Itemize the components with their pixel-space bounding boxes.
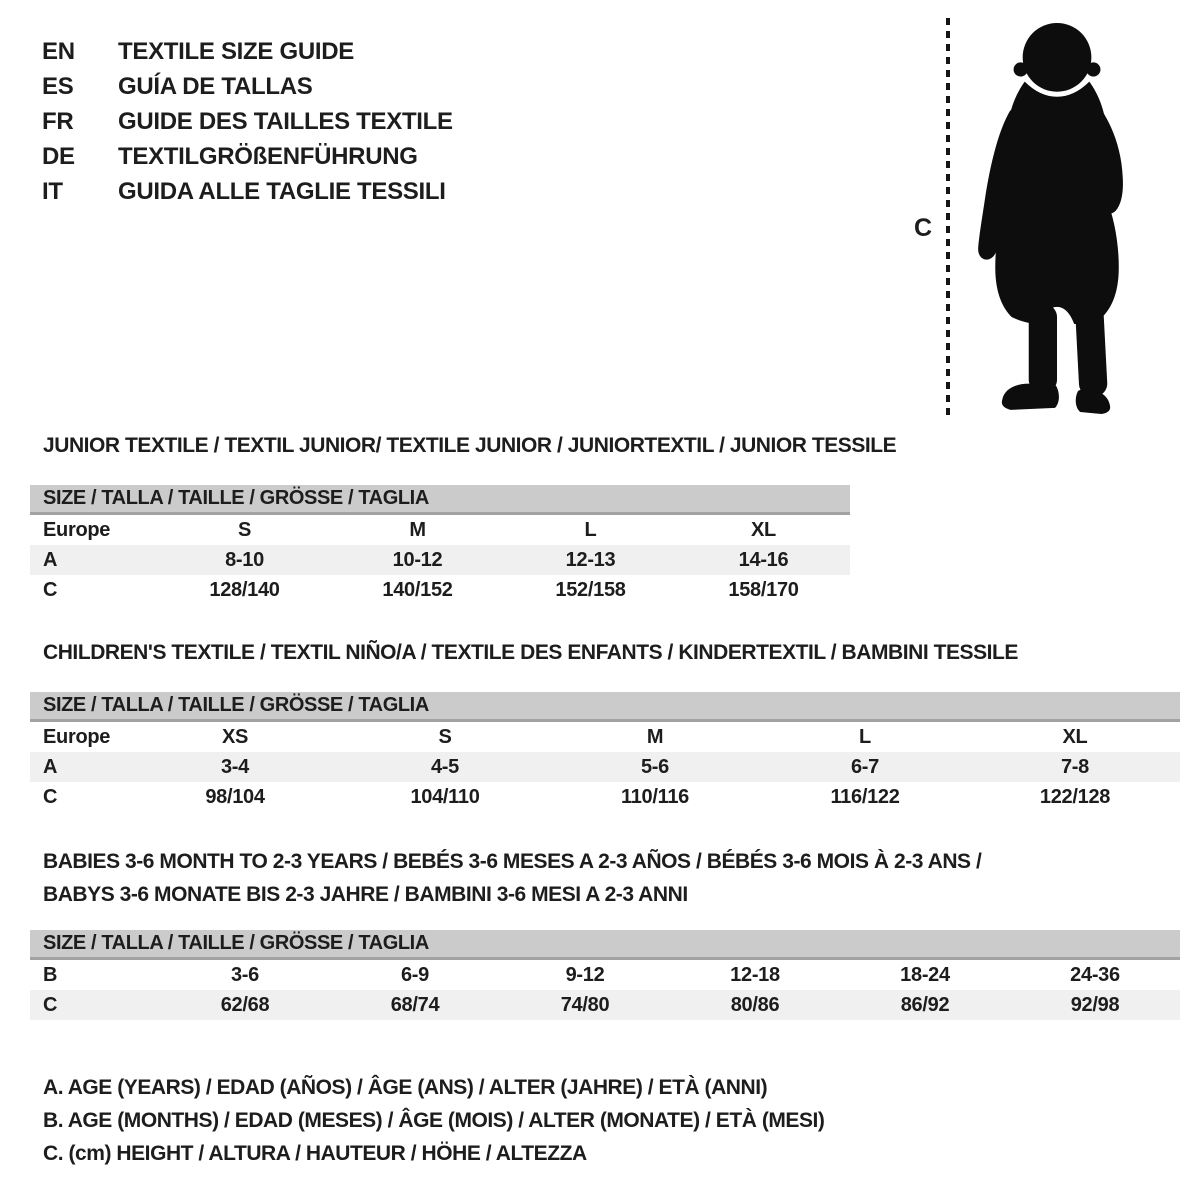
value-cell: 4-5: [430, 755, 459, 778]
language-title: TEXTILE SIZE GUIDE: [118, 38, 354, 65]
value-cell: 14-16: [738, 548, 789, 571]
language-row-de: [42, 139, 453, 174]
table-row-europe: [30, 722, 1180, 752]
value-cell: 122/128: [1039, 785, 1111, 808]
size-cell: S: [438, 725, 452, 748]
table-row-age: [30, 545, 850, 575]
size-cell: L: [859, 725, 871, 748]
children-size-table: [30, 692, 1180, 812]
size-header-bar: SIZE / TALLA / TAILLE / GRÖSSE / TAGLIA: [30, 485, 850, 515]
babies-title-line1: BABIES 3-6 MONTH TO 2-3 YEARS / BEBÉS 3-6 MESES A 2-3 AÑOS / BÉBÉS 3-6 MOIS À 2-3 ANS /: [43, 850, 982, 873]
value-cell: 12-18: [730, 963, 780, 986]
value-cell: 128/140: [209, 578, 280, 601]
row-label: C: [43, 993, 58, 1016]
size-cell: XS: [221, 725, 249, 748]
value-cell: 3-4: [220, 755, 249, 778]
junior-section-title: JUNIOR TEXTILE / TEXTIL JUNIOR/ TEXTILE JUNIOR / JUNIORTEXTIL / JUNIOR TESSILE: [43, 434, 897, 457]
language-title-list: [42, 34, 453, 209]
table-row-europe: [30, 515, 850, 545]
value-cell: 104/110: [410, 785, 480, 808]
language-row-fr: [42, 104, 453, 139]
junior-size-table: [30, 485, 850, 605]
babies-size-table: [30, 930, 1180, 1020]
table-row-age-months: [30, 960, 1180, 990]
value-cell: 18-24: [900, 963, 950, 986]
value-cell: 12-13: [565, 548, 616, 571]
value-cell: 68/74: [390, 993, 440, 1016]
legend-line-a: A. AGE (YEARS) / EDAD (AÑOS) / ÂGE (ANS) / ALTER (JAHRE) / ETÀ (ANNI): [43, 1076, 768, 1099]
language-code: DE: [42, 143, 75, 170]
value-cell: 9-12: [565, 963, 605, 986]
value-cell: 92/98: [1070, 993, 1120, 1016]
size-cell: M: [646, 725, 664, 748]
value-cell: 80/86: [730, 993, 780, 1016]
legend: [43, 1071, 824, 1170]
size-cell: M: [409, 518, 426, 541]
height-measure-label: C: [914, 214, 932, 242]
language-code: IT: [42, 178, 63, 205]
value-cell: 158/170: [728, 578, 799, 601]
value-cell: 3-6: [230, 963, 259, 986]
table-row-height: [30, 575, 850, 605]
value-cell: 86/92: [900, 993, 950, 1016]
row-label: A: [43, 755, 58, 778]
language-title: GUÍA DE TALLAS: [118, 73, 313, 100]
language-title: TEXTILGRÖßENFÜHRUNG: [118, 143, 418, 170]
value-cell: 8-10: [225, 548, 264, 571]
value-cell: 74/80: [560, 993, 610, 1016]
size-cell: S: [237, 518, 252, 541]
value-cell: 110/116: [621, 785, 689, 808]
size-header-bar: SIZE / TALLA / TAILLE / GRÖSSE / TAGLIA: [30, 930, 1180, 960]
value-cell: 7-8: [1060, 755, 1089, 778]
value-cell: 10-12: [392, 548, 443, 571]
size-header-bar: SIZE / TALLA / TAILLE / GRÖSSE / TAGLIA: [30, 692, 1180, 722]
language-row-en: [42, 34, 453, 69]
language-row-it: [42, 174, 453, 209]
value-cell: 140/152: [382, 578, 453, 601]
babies-title-line2: BABYS 3-6 MONATE BIS 2-3 JAHRE / BAMBINI 3-6 MESI A 2-3 ANNI: [43, 883, 688, 906]
baby-silhouette-icon: [972, 23, 1138, 417]
value-cell: 6-9: [400, 963, 429, 986]
language-title: GUIDE DES TAILLES TEXTILE: [118, 108, 453, 135]
value-cell: 152/158: [555, 578, 626, 601]
size-cell: XL: [751, 518, 776, 541]
language-code: FR: [42, 108, 74, 135]
row-label: Europe: [43, 518, 111, 541]
row-label: A: [43, 548, 58, 571]
legend-line-b: B. AGE (MONTHS) / EDAD (MESES) / ÂGE (MOIS) / ALTER (MONATE) / ETÀ (MESI): [43, 1109, 825, 1132]
row-label: C: [43, 785, 58, 808]
row-label: C: [43, 578, 58, 601]
table-row-height: [30, 990, 1180, 1020]
language-code: ES: [42, 73, 74, 100]
table-row-age: [30, 752, 1180, 782]
table-row-height: [30, 782, 1180, 812]
value-cell: 116/122: [830, 785, 900, 808]
row-label: B: [43, 963, 58, 986]
language-code: EN: [42, 38, 75, 65]
height-measure-dashed-line: [946, 18, 950, 420]
height-measure-figure: [900, 8, 1200, 433]
value-cell: 6-7: [850, 755, 879, 778]
legend-line-c: C. (cm) HEIGHT / ALTURA / HAUTEUR / HÖHE / ALTEZZA: [43, 1142, 587, 1165]
size-cell: L: [584, 518, 597, 541]
value-cell: 62/68: [220, 993, 270, 1016]
value-cell: 5-6: [640, 755, 669, 778]
babies-section-title: [43, 845, 981, 911]
value-cell: 24-36: [1070, 963, 1120, 986]
children-section-title: CHILDREN'S TEXTILE / TEXTIL NIÑO/A / TEXTILE DES ENFANTS / KINDERTEXTIL / BAMBINI TESSILE: [43, 641, 1018, 664]
language-row-es: [42, 69, 453, 104]
row-label: Europe: [43, 725, 111, 748]
language-title: GUIDA ALLE TAGLIE TESSILI: [118, 178, 446, 205]
size-cell: XL: [1062, 725, 1088, 748]
value-cell: 98/104: [205, 785, 265, 808]
